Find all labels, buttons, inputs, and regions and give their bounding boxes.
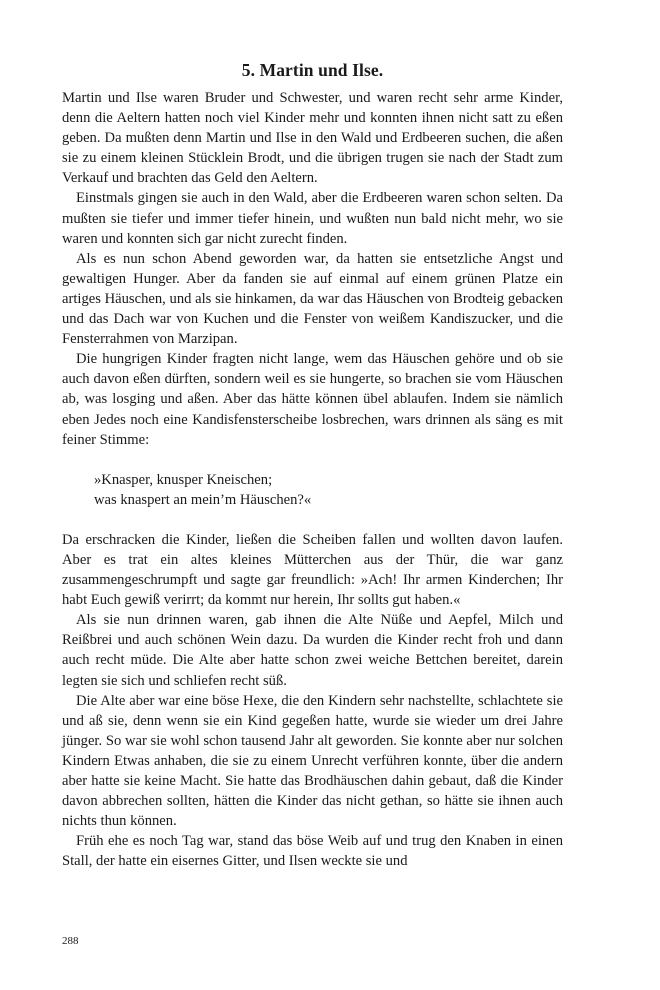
chapter-title: 5. Martin und Ilse.: [241, 60, 384, 80]
paragraph-6: Als sie nun drinnen waren, gab ihnen die Alte Nüße und Aepfel, Milch und Reißbrei und auch schönen Wein dazu. Da wurden die Kinder recht froh und dann auch recht müde. Die Alte aber hatte schon zwei weiche Bettchen bereitet, darein legten sie sich und schliefen recht süß.: [62, 612, 563, 689]
paragraph-5: Da erschracken die Kinder, ließen die Scheiben fallen und wollten davon laufen. Aber es trat ein altes kleines Mütterchen aus der Thür, die war ganz zusammengeschrumpft und sagte gar freundlich: »Ach! Ihr armen Kinderchen; Ihr habt Euch gewiß verirrt; da kommt nur herein, Ihr sollts gut haben.«: [62, 531, 563, 609]
verse-line-2: was knaspert an mein’m Häuschen?«: [94, 491, 312, 508]
paragraph-2: Einstmals gingen sie auch in den Wald, aber die Erdbeeren waren schon selten. Da mußten sie tiefer und immer tiefer hinein, und wußten nun bald nicht mehr, wo sie waren und konnten sich gar nicht zurecht finden.: [62, 190, 563, 247]
verse-line-1: »Knasper, knusper Kneischen;: [94, 471, 273, 488]
paragraph-1: Martin und Ilse waren Bruder und Schwester, und waren recht sehr arme Kinder, denn die Aeltern hatten noch viel Kinder mehr und konnten ihnen nicht satt zu eßen geben. Da mußten denn Martin und Ilse in den Wald und Erdbeeren suchen, die aßen sie zu einem kleinen Stücklein Brodt, und die übrigen trugen sie nach der Stadt zum Verkauf und brachten das Geld den Aeltern.: [62, 90, 563, 187]
paragraph-4: Die hungrigen Kinder fragten nicht lange, wem das Häuschen gehöre und ob sie auch davon eßen dürften, sondern weil es sie hungerte, so brachen sie vom Häuschen ab, was losging und aßen. Aber das hätte können übel ablaufen. Indem sie nämlich eben Jedes noch eine Kandisfensterscheibe losbrechen, wars drinnen als säng es mit feiner Stimme:: [62, 351, 563, 448]
paragraph-3: Als es nun schon Abend geworden war, da hatten sie entsetzliche Angst und gewaltigen Hunger. Aber da fanden sie auf einmal auf einem grünen Platze ein artiges Häuschen, und als sie hinkamen, da war das Häuschen von Brodteig gebacken und das Dach war von Kuchen und die Fenster von weißem Kandiszucker, und die Fensterrahmen von Marzipan.: [62, 250, 563, 348]
verse-block: [94, 470, 563, 510]
page-content: [62, 58, 563, 871]
page-number: 288: [62, 935, 79, 947]
paragraph-7: Die Alte aber war eine böse Hexe, die den Kindern sehr nachstellte, schlachtete sie und aß sie, denn wenn sie ein Kind gegeßen hatte, wurde sie wieder um drei Jahre jünger. So war sie wohl schon tausend Jahr alt geworden. Sie konnte aber nur solchen Kindern Etwas anhaben, die sie zu einem Unrecht verführen konnte, über die andern aber hatte sie keine Macht. Sie hatte das Brodhäuschen dahin gebaut, daß die Kinder davon abbrechen sollten, hätten die Kinder das nicht gethan, so hätte sie ihnen auch nichts thun können.: [62, 692, 563, 830]
paragraph-8: Früh ehe es noch Tag war, stand das böse Weib auf und trug den Knaben in einen Stall, der hatte ein eisernes Gitter, und Ilsen weckte sie und: [62, 833, 563, 870]
